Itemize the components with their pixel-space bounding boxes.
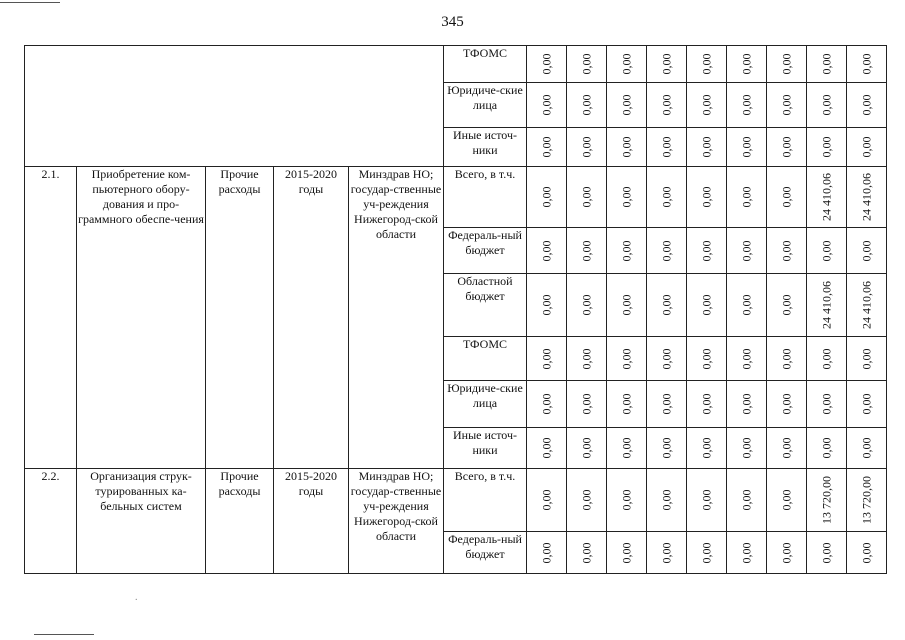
amount-value: 0,00 xyxy=(579,542,593,563)
amount-value: 24 410,06 xyxy=(859,281,873,329)
amount-cell xyxy=(607,381,647,428)
funding-source: Федераль-ный бюджет xyxy=(444,228,527,274)
amount-value: 0,00 xyxy=(579,186,593,208)
funding-source: Областной бюджет xyxy=(444,274,527,337)
amount-cell xyxy=(847,274,887,337)
amount-cell xyxy=(607,469,647,532)
amount-value: 0,00 xyxy=(779,542,793,563)
entry-number: 2.1. xyxy=(25,167,77,469)
amount-cell xyxy=(607,228,647,274)
amount-cell xyxy=(567,532,607,574)
funding-source: Юридиче-ские лица xyxy=(444,381,527,428)
amount-value: 0,00 xyxy=(739,348,753,369)
amount-value: 0,00 xyxy=(539,348,553,369)
amount-cell xyxy=(567,167,607,228)
amount-cell xyxy=(527,83,567,128)
amount-value: 24 410,06 xyxy=(819,173,833,221)
amount-value: 0,00 xyxy=(739,542,753,563)
amount-value: 13 720,00 xyxy=(859,476,873,524)
amount-cell xyxy=(767,428,807,469)
amount-value: 0,00 xyxy=(779,240,793,261)
amount-cell xyxy=(767,532,807,574)
amount-cell xyxy=(527,167,567,228)
amount-cell xyxy=(687,428,727,469)
amount-cell xyxy=(607,46,647,83)
amount-cell xyxy=(767,381,807,428)
amount-cell xyxy=(807,167,847,228)
amount-cell xyxy=(567,428,607,469)
funding-source: Всего, в т.ч. xyxy=(444,469,527,532)
amount-cell xyxy=(847,167,887,228)
amount-value: 0,00 xyxy=(619,294,633,316)
amount-cell xyxy=(847,46,887,83)
amount-cell xyxy=(847,469,887,532)
amount-cell xyxy=(847,228,887,274)
amount-cell xyxy=(647,83,687,128)
amount-value: 0,00 xyxy=(819,94,833,116)
amount-cell xyxy=(687,167,727,228)
amount-value: 0,00 xyxy=(779,489,793,511)
amount-cell xyxy=(567,337,607,381)
amount-cell xyxy=(807,337,847,381)
amount-cell xyxy=(727,274,767,337)
funding-source: Юридиче-ские лица xyxy=(444,83,527,128)
amount-value: 0,00 xyxy=(659,437,673,459)
amount-cell xyxy=(567,381,607,428)
scan-speck: . xyxy=(135,592,138,603)
amount-value: 0,00 xyxy=(819,542,833,563)
amount-value: 0,00 xyxy=(619,53,633,75)
amount-value: 0,00 xyxy=(619,542,633,563)
amount-value: 0,00 xyxy=(859,348,873,369)
amount-cell xyxy=(527,381,567,428)
amount-cell xyxy=(687,381,727,428)
amount-value: 0,00 xyxy=(859,240,873,261)
amount-value: 0,00 xyxy=(579,348,593,369)
amount-value: 0,00 xyxy=(579,53,593,75)
amount-cell xyxy=(847,83,887,128)
funding-source: ТФОМС xyxy=(444,337,527,381)
expense-type: Прочие расходы xyxy=(206,469,274,574)
amount-cell xyxy=(767,274,807,337)
amount-value: 0,00 xyxy=(859,53,873,75)
entry-number: 2.2. xyxy=(25,469,77,574)
amount-cell xyxy=(527,274,567,337)
amount-cell xyxy=(567,46,607,83)
amount-cell xyxy=(687,469,727,532)
amount-value: 0,00 xyxy=(779,94,793,116)
amount-cell xyxy=(727,228,767,274)
amount-value: 0,00 xyxy=(539,240,553,261)
amount-value: 0,00 xyxy=(619,136,633,158)
amount-cell xyxy=(647,167,687,228)
amount-cell xyxy=(687,337,727,381)
amount-cell xyxy=(607,167,647,228)
budget-table xyxy=(24,45,887,574)
amount-cell xyxy=(607,428,647,469)
amount-cell xyxy=(527,337,567,381)
amount-value: 0,00 xyxy=(779,186,793,208)
amount-value: 0,00 xyxy=(819,437,833,459)
amount-cell xyxy=(807,532,847,574)
amount-cell xyxy=(847,337,887,381)
amount-cell xyxy=(527,128,567,167)
amount-cell xyxy=(727,128,767,167)
amount-cell xyxy=(727,46,767,83)
table-row xyxy=(25,469,887,532)
amount-cell xyxy=(647,228,687,274)
amount-value: 0,00 xyxy=(539,294,553,316)
amount-value: 0,00 xyxy=(699,542,713,563)
amount-value: 0,00 xyxy=(659,393,673,415)
amount-value: 0,00 xyxy=(539,53,553,75)
amount-value: 0,00 xyxy=(739,53,753,75)
amount-cell xyxy=(727,337,767,381)
scan-artifact-bottom xyxy=(34,634,94,635)
amount-value: 0,00 xyxy=(659,53,673,75)
amount-value: 0,00 xyxy=(699,53,713,75)
amount-value: 0,00 xyxy=(699,393,713,415)
amount-value: 0,00 xyxy=(579,136,593,158)
amount-value: 13 720,00 xyxy=(819,476,833,524)
amount-value: 0,00 xyxy=(659,542,673,563)
amount-cell xyxy=(527,532,567,574)
amount-value: 0,00 xyxy=(859,94,873,116)
amount-value: 0,00 xyxy=(659,240,673,261)
amount-value: 0,00 xyxy=(819,393,833,415)
table-row xyxy=(25,46,887,83)
amount-value: 0,00 xyxy=(779,437,793,459)
amount-value: 0,00 xyxy=(659,348,673,369)
amount-value: 0,00 xyxy=(819,348,833,369)
funding-source: ТФОМС xyxy=(444,46,527,83)
funding-source: Иные источ-ники xyxy=(444,428,527,469)
amount-cell xyxy=(727,83,767,128)
amount-value: 0,00 xyxy=(699,94,713,116)
amount-cell xyxy=(607,83,647,128)
amount-value: 0,00 xyxy=(859,437,873,459)
amount-value: 0,00 xyxy=(659,186,673,208)
amount-value: 0,00 xyxy=(539,437,553,459)
amount-value: 0,00 xyxy=(579,94,593,116)
amount-value: 0,00 xyxy=(619,240,633,261)
expense-type: Прочие расходы xyxy=(206,167,274,469)
amount-cell xyxy=(727,469,767,532)
amount-cell xyxy=(607,128,647,167)
entry-name: Организация струк-турированных ка-бельных систем xyxy=(77,469,206,574)
amount-cell xyxy=(727,167,767,228)
amount-cell xyxy=(567,128,607,167)
amount-value: 0,00 xyxy=(699,186,713,208)
amount-value: 0,00 xyxy=(779,393,793,415)
amount-value: 0,00 xyxy=(579,489,593,511)
amount-value: 0,00 xyxy=(859,393,873,415)
amount-value: 0,00 xyxy=(699,240,713,261)
amount-cell xyxy=(847,128,887,167)
funding-source: Всего, в т.ч. xyxy=(444,167,527,228)
amount-value: 0,00 xyxy=(659,294,673,316)
amount-value: 0,00 xyxy=(619,437,633,459)
amount-value: 0,00 xyxy=(699,489,713,511)
entry-name: Приобретение ком-пьютерного обору-дования и про-граммного обеспе-чения xyxy=(77,167,206,469)
amount-cell xyxy=(847,428,887,469)
amount-cell xyxy=(647,532,687,574)
amount-value: 0,00 xyxy=(819,136,833,158)
amount-cell xyxy=(647,428,687,469)
amount-value: 0,00 xyxy=(739,186,753,208)
executor: Минздрав НО; государ-ственные уч-реждения Нижегород-ской области xyxy=(349,469,444,574)
amount-cell xyxy=(647,46,687,83)
amount-cell xyxy=(527,428,567,469)
amount-value: 0,00 xyxy=(579,294,593,316)
amount-cell xyxy=(807,274,847,337)
amount-value: 0,00 xyxy=(699,294,713,316)
amount-value: 0,00 xyxy=(819,53,833,75)
amount-value: 0,00 xyxy=(819,240,833,261)
amount-value: 0,00 xyxy=(619,489,633,511)
amount-cell xyxy=(607,274,647,337)
amount-value: 24 410,06 xyxy=(819,281,833,329)
amount-cell xyxy=(767,46,807,83)
amount-cell xyxy=(807,428,847,469)
amount-cell xyxy=(567,469,607,532)
amount-value: 0,00 xyxy=(539,136,553,158)
carry-over-cell xyxy=(25,46,444,167)
amount-cell xyxy=(647,337,687,381)
amount-cell xyxy=(767,83,807,128)
amount-value: 0,00 xyxy=(859,542,873,563)
amount-value: 0,00 xyxy=(739,94,753,116)
amount-cell xyxy=(727,532,767,574)
amount-cell xyxy=(687,274,727,337)
amount-value: 0,00 xyxy=(699,437,713,459)
amount-value: 0,00 xyxy=(779,136,793,158)
amount-cell xyxy=(647,381,687,428)
amount-cell xyxy=(767,167,807,228)
amount-value: 0,00 xyxy=(539,186,553,208)
amount-value: 0,00 xyxy=(579,240,593,261)
amount-value: 0,00 xyxy=(699,136,713,158)
amount-cell xyxy=(567,274,607,337)
amount-value: 0,00 xyxy=(539,393,553,415)
amount-value: 0,00 xyxy=(779,53,793,75)
amount-cell xyxy=(807,46,847,83)
amount-cell xyxy=(807,469,847,532)
amount-value: 0,00 xyxy=(739,136,753,158)
amount-value: 0,00 xyxy=(539,94,553,116)
amount-value: 0,00 xyxy=(579,393,593,415)
amount-cell xyxy=(847,381,887,428)
amount-value: 0,00 xyxy=(619,94,633,116)
amount-cell xyxy=(767,337,807,381)
amount-value: 0,00 xyxy=(619,186,633,208)
amount-cell xyxy=(567,228,607,274)
amount-cell xyxy=(607,337,647,381)
amount-cell xyxy=(847,532,887,574)
amount-cell xyxy=(687,228,727,274)
table-row xyxy=(25,167,887,228)
amount-value: 24 410,06 xyxy=(859,173,873,221)
amount-value: 0,00 xyxy=(739,294,753,316)
amount-value: 0,00 xyxy=(739,240,753,261)
amount-cell xyxy=(767,228,807,274)
amount-cell xyxy=(807,128,847,167)
amount-cell xyxy=(807,228,847,274)
amount-value: 0,00 xyxy=(659,136,673,158)
amount-value: 0,00 xyxy=(739,489,753,511)
period: 2015-2020 годы xyxy=(274,167,349,469)
page-number: 345 xyxy=(441,14,464,30)
amount-cell xyxy=(527,469,567,532)
amount-value: 0,00 xyxy=(579,437,593,459)
amount-cell xyxy=(767,469,807,532)
amount-cell xyxy=(687,46,727,83)
amount-cell xyxy=(687,83,727,128)
amount-value: 0,00 xyxy=(539,542,553,563)
scan-artifact-top xyxy=(0,2,60,3)
amount-cell xyxy=(807,83,847,128)
amount-value: 0,00 xyxy=(659,489,673,511)
amount-cell xyxy=(807,381,847,428)
amount-cell xyxy=(647,274,687,337)
amount-cell xyxy=(727,381,767,428)
executor: Минздрав НО; государ-ственные уч-реждения Нижегород-ской области xyxy=(349,167,444,469)
amount-cell xyxy=(527,228,567,274)
amount-cell xyxy=(727,428,767,469)
funding-source: Иные источ-ники xyxy=(444,128,527,167)
amount-cell xyxy=(647,469,687,532)
amount-value: 0,00 xyxy=(619,348,633,369)
amount-cell xyxy=(567,83,607,128)
amount-value: 0,00 xyxy=(779,294,793,316)
amount-value: 0,00 xyxy=(739,437,753,459)
amount-value: 0,00 xyxy=(739,393,753,415)
amount-value: 0,00 xyxy=(619,393,633,415)
amount-value: 0,00 xyxy=(859,136,873,158)
amount-value: 0,00 xyxy=(779,348,793,369)
amount-cell xyxy=(647,128,687,167)
amount-value: 0,00 xyxy=(659,94,673,116)
amount-value: 0,00 xyxy=(699,348,713,369)
amount-cell xyxy=(687,532,727,574)
period: 2015-2020 годы xyxy=(274,469,349,574)
amount-cell xyxy=(607,532,647,574)
table-body xyxy=(25,46,887,574)
funding-source: Федераль-ный бюджет xyxy=(444,532,527,574)
amount-cell xyxy=(767,128,807,167)
amount-cell xyxy=(527,46,567,83)
amount-value: 0,00 xyxy=(539,489,553,511)
amount-cell xyxy=(687,128,727,167)
